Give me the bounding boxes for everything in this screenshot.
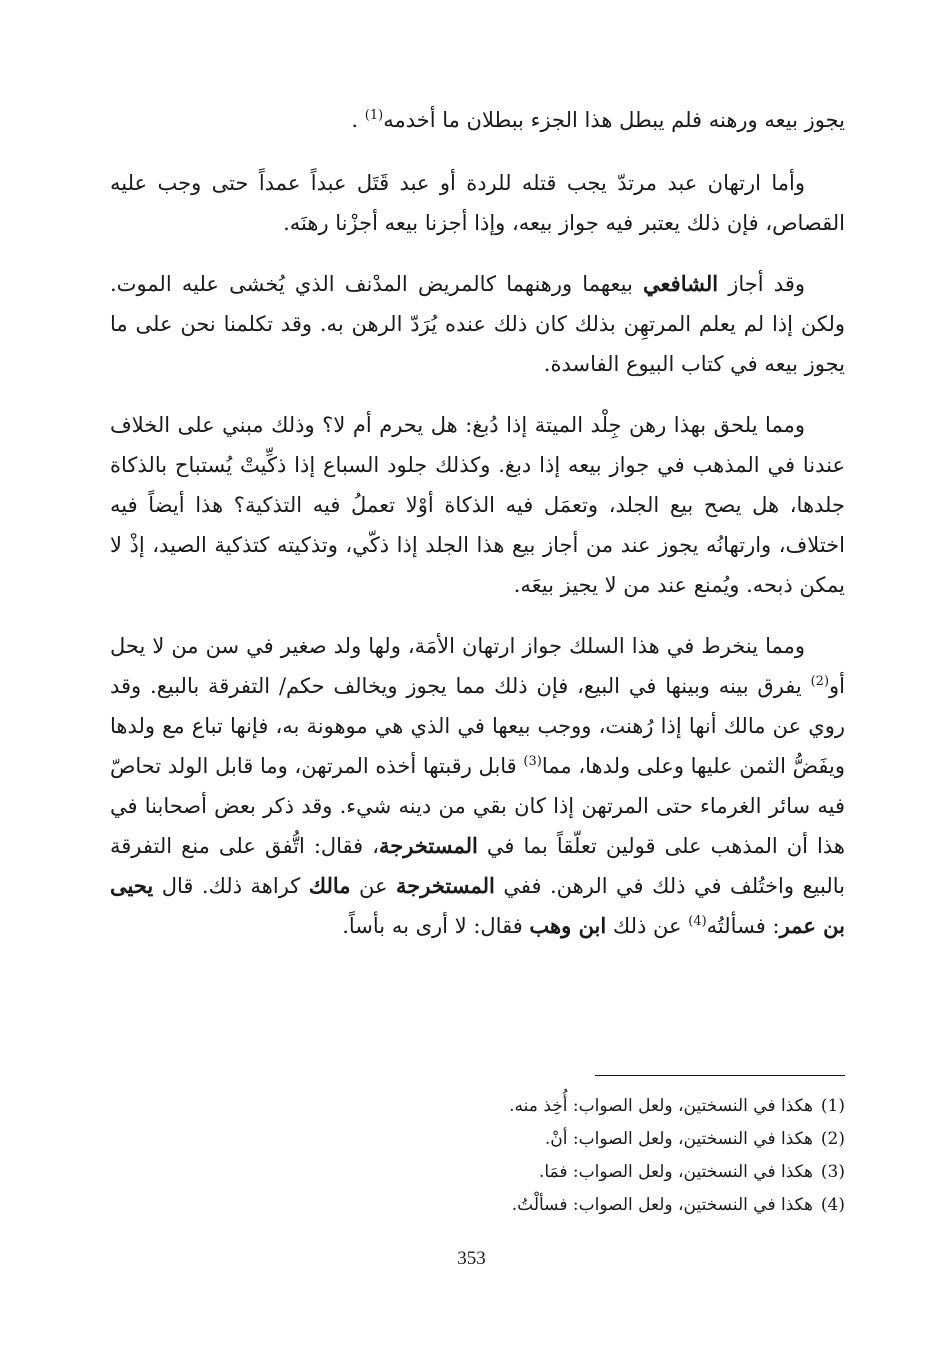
paragraph-text: قابل رقبتها أخذه المرتهن، وما قابل الولد تحاصّ فيه سائر الغرماء حتى المرتهن إذا كان بقي من دينه شيء. وقد ذكر بعض أصحابنا في هذا أن المذهب على قولين تعلّقاً بما في [110, 754, 845, 858]
footnote-ref-2: (2) [810, 674, 830, 689]
footnote-ref-4: (4) [688, 914, 707, 929]
footnotes [300, 1090, 845, 1222]
paragraph-apostate-slave [110, 163, 845, 243]
paragraph-text: ومما يلحق بهذا رهن جِلْد الميتة إذا دُبغ: هل يحرم أم لا؟ وذلك مبني على الخلاف عندنا في المذهب في جواز بيعه إذا دبغ. وكذلك جلود السباع إذا ذكِّيتْ يُستباح بالذكاة جلدها، هل يصح بيع الجلد، وتعمَل فيه الذكاة أوْلا تعملُ فيه التذكية؟ هذا أيضاً فيه اختلاف، وارتهانُه يجوز عند من أجاز بيع هذا الجلد إذا ذكّي، وتذكيته كتذكية الصيد، إذْ لا يمكن ذبحه. ويُمنع عند من لا يجيز بيعَه. [110, 413, 845, 597]
page-number: 353 [457, 1248, 486, 1269]
paragraph-text: وقد أجاز [718, 272, 805, 296]
footnote-text: هكذا في النسختين، ولعل الصواب: أنْ. [544, 1129, 813, 1149]
paragraph-text: يجوز بيعه ورهنه فلم يبطل هذا الجزء ببطلان ما أخدمه [383, 108, 845, 132]
footnote-number: (3) [820, 1162, 845, 1182]
title-mustakhraja: المستخرجة [396, 873, 495, 898]
paragraph-slave-woman [110, 626, 845, 946]
title-mustakhraja: المستخرجة [379, 833, 478, 858]
paragraph-text: عن [350, 874, 397, 898]
name-shafii: الشافعي [643, 271, 719, 296]
footnote-item [300, 1123, 845, 1156]
paragraph-text: : فسألتُه [706, 914, 780, 938]
paragraph-text: عن ذلك [606, 914, 689, 938]
footnote-number: (1) [820, 1096, 845, 1116]
main-text [110, 100, 845, 967]
footnote-item [300, 1090, 845, 1123]
footnote-item [300, 1189, 845, 1222]
paragraph-shafii [110, 264, 845, 384]
paragraph-continuation [110, 100, 845, 140]
footnote-text: هكذا في النسختين، ولعل الصواب: أُخِذ منه. [509, 1096, 813, 1116]
name-ibn-wahb: ابن وهب [529, 913, 607, 938]
footnote-number: (4) [820, 1195, 845, 1215]
footnote-text: هكذا في النسختين، ولعل الصواب: فمَا. [538, 1162, 813, 1182]
paragraph-text: وأما ارتهان عبد مرتدّ يجب قتله للردة أو عبد قَتَل عبداً عمداً حتى وجب عليه القصاص، فإن ذلك يعتبر فيه جواز بيعه، وإذا أجزنا بيعه أجزْنا رهنَه. [110, 171, 845, 235]
paragraph-tanned-hide [110, 405, 845, 605]
footnote-ref-3: (3) [523, 754, 542, 769]
name-yahya-ibn-umar: يحيى بن عمر [110, 873, 845, 938]
paragraph-text: يفرق بينه وبينها في البيع، فإن ذلك مما يجوز ويخالف حكم/ التفرقة بالبيع. وقد روي عن مالك أنها إذا رُهنت، ووجب بيعها في الذي هي موهونة به، فإنها تباع مع ولدها ويفَضُّ الثمن عليها وعلى ولدها، مما [110, 674, 845, 778]
paragraph-text: . [351, 108, 365, 132]
footnote-divider [595, 1075, 845, 1076]
footnote-number: (2) [820, 1129, 845, 1149]
paragraph-text: بيعهما ورهنهما كالمريض المدْنف الذي يُخشى عليه الموت. ولكن إذا لم يعلم المرتهِن بذلك كان ذلك عنده يُرَدّ الرهن به. وقد تكلمنا نحن على ما يجوز بيعه في كتاب البيوع الفاسدة. [110, 272, 845, 376]
paragraph-text: فقال: لا أرى به بأساً. [342, 914, 530, 938]
footnote-item [300, 1156, 845, 1189]
paragraph-text: ومما ينخرط في هذا السلك جواز ارتهان الأمَة، ولها ولد صغير في سن من لا يحل أو [110, 634, 845, 698]
footnote-ref-1: (1) [364, 108, 384, 123]
footnote-text: هكذا في النسختين، ولعل الصواب: فسألْتُ. [511, 1195, 813, 1215]
paragraph-text: كراهة ذلك. قال [153, 874, 309, 898]
paragraph-text: ، فقال: اتُّفق على منع التفرقة بالبيع واختُلف في ذلك في الرهن. ففي [110, 834, 845, 898]
name-malik: مالك [308, 873, 351, 898]
